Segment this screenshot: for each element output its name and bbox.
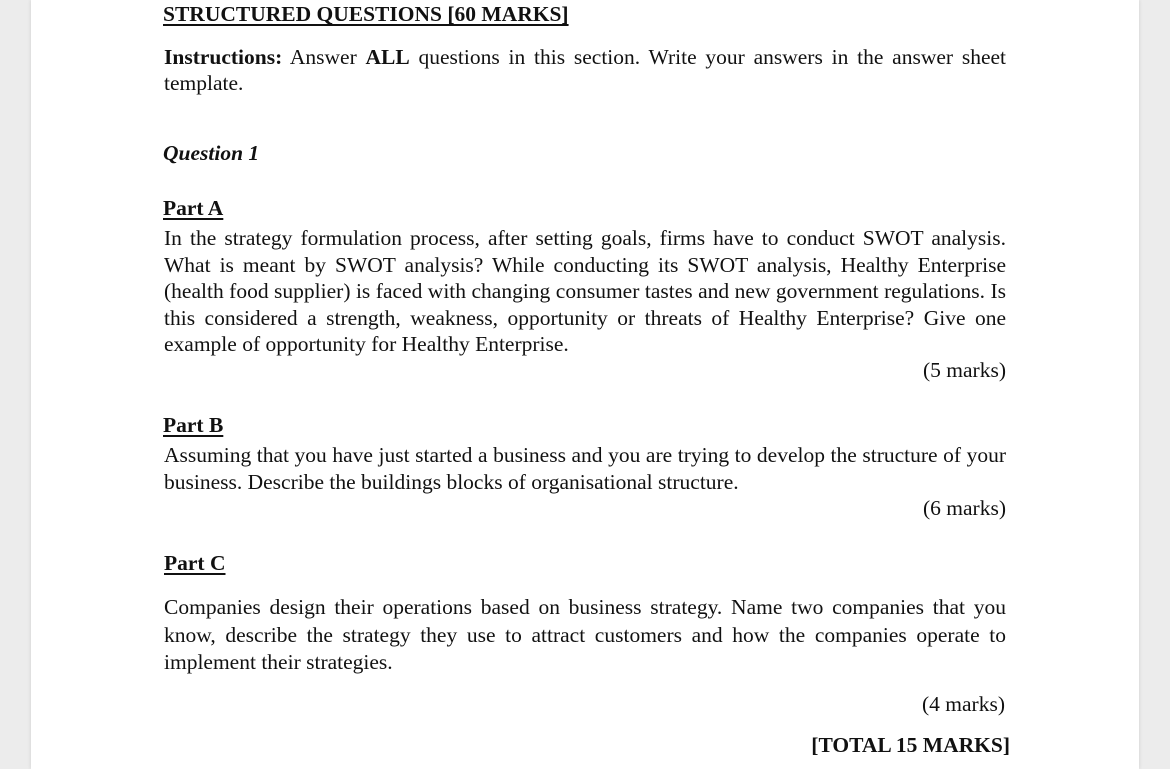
instructions-text-before: Answer	[282, 45, 366, 69]
part-b-title: Part B	[163, 413, 224, 437]
part-a-title: Part A	[163, 196, 224, 220]
total-marks: [TOTAL 15 MARKS]	[811, 733, 1010, 757]
instructions-label: Instructions:	[164, 45, 283, 69]
question-title: Question 1	[163, 141, 260, 165]
part-c-marks: (4 marks)	[922, 692, 1005, 716]
part-b-text: Assuming that you have just started a business and you are trying to develop the structure of your business. Describe the buildings blocks of organisational structure.	[164, 443, 1006, 494]
part-c-title: Part C	[164, 551, 226, 575]
document-page	[31, 0, 1139, 769]
section-title: STRUCTURED QUESTIONS [60 MARKS]	[163, 2, 569, 26]
part-c-text: Companies design their operations based on business strategy. Name two companies that you know, describe the strategy they use to attract customers and how the companies operate to implement their strategies.	[164, 595, 1006, 674]
part-a-marks: (5 marks)	[923, 358, 1006, 382]
instructions-text-after: questions in this section. Write your answers in the answer sheet template.	[164, 45, 1006, 95]
part-b-marks: (6 marks)	[923, 496, 1006, 520]
instructions	[164, 44, 1006, 96]
part-a-text: In the strategy formulation process, after setting goals, firms have to conduct SWOT analysis. What is meant by SWOT analysis? While conducting its SWOT analysis, Healthy Enterprise (health food supplier) is faced with changing consumer tastes and new government regulations. Is this considered a strength, weakness, opportunity or threats of Healthy Enterprise? Give one example of opportunity for Healthy Enterprise.	[164, 226, 1006, 356]
instructions-bold-word: ALL	[365, 45, 410, 69]
